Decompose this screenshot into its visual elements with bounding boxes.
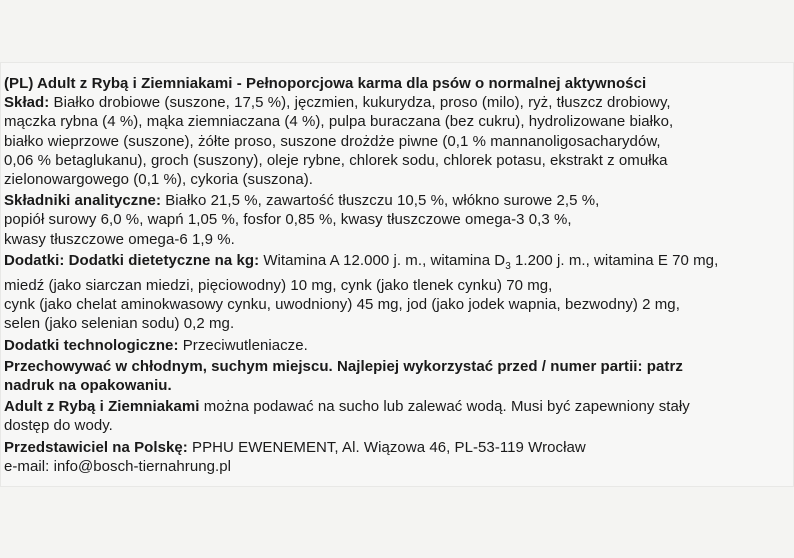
- dodatki-text-b: 1.200 j. m., witamina E 70 mg,: [510, 251, 719, 269]
- dodatki-line: cynk (jako chelat aminokwasowy cynku, uwodniony) 45 mg, jod (jako jodek wapnia, bezwodny) 2 mg,: [4, 296, 680, 314]
- sklad-line: zielonowargowego (0,1 %), cykoria (suszona).: [4, 171, 314, 189]
- sklad-text: Białko drobiowe (suszone, 17,5 %), jęczmien, kukurydza, proso (milo), ryż, tłuszcz drobiowy,: [49, 94, 671, 112]
- feeding-label: Adult z Rybą i Ziemniakami: [4, 398, 200, 416]
- dodatki-line: selen (jako selenian sodu) 0,2 mg.: [4, 315, 235, 333]
- sklad-line: 0,06 % betaglukanu), groch (suszony), oleje rybne, chlorek sodu, chlorek potasu, ekstrakt z omułka: [4, 151, 668, 169]
- representative-line: [4, 438, 790, 457]
- sklad-line: białko wieprzowe (suszone), żółte proso, suszone drożdże piwne (0,1 % mannanoligosacharydów,: [4, 132, 661, 150]
- analityczne-text: Białko 21,5 %, zawartość tłuszczu 10,5 %, włókno surowe 2,5 %,: [161, 192, 600, 210]
- analityczne-line: [4, 191, 790, 210]
- sklad-section: [4, 93, 790, 189]
- feeding-text: można podawać na sucho lub zalewać wodą. Musi być zapewniony stały: [199, 398, 690, 416]
- technologiczne-line: [4, 336, 790, 355]
- analityczne-line: kwasy tłuszczowe omega-6 1,9 %.: [4, 230, 235, 248]
- analityczne-section: [4, 191, 790, 249]
- email-line: e-mail: info@bosch-tiernahrung.pl: [4, 457, 231, 475]
- analityczne-line: popiół surowy 6,0 %, wapń 1,05 %, fosfor 0,85 %, kwasy tłuszczowe omega-3 0,3 %,: [4, 211, 572, 229]
- storage-line: nadruk na opakowaniu.: [4, 377, 172, 395]
- ingredient-label: [4, 74, 790, 476]
- title-prefix: (PL) Adult z Rybą i Ziemniakami -: [4, 75, 247, 92]
- technologiczne-label: Dodatki technologiczne:: [4, 336, 179, 354]
- dodatki-line: miedź (jako siarczan miedzi, pięciowodny) 10 mg, cynk (jako tlenek cynku) 70 mg,: [4, 277, 553, 295]
- sklad-label: Skład:: [4, 94, 50, 112]
- feeding-line: dostęp do wody.: [4, 417, 113, 435]
- dodatki-section: [4, 251, 790, 334]
- representative-text: PPHU EWENEMENT, Al. Wiązowa 46, PL-53-119 Wrocław: [187, 438, 586, 456]
- representative-label: Przedstawiciel na Polskę:: [4, 438, 188, 456]
- analityczne-label: Składniki analityczne:: [4, 192, 161, 210]
- dodatki-line: [4, 251, 790, 276]
- feeding-line: [4, 397, 790, 416]
- vitamin-d-subscript: 3: [505, 260, 511, 272]
- title-line: [4, 74, 790, 93]
- dodatki-text-a: Witamina A 12.000 j. m., witamina D: [259, 251, 506, 269]
- storage-line: Przechowywać w chłodnym, suchym miejscu. Najlepiej wykorzystać przed / numer partii: patrz: [4, 357, 683, 375]
- title-description: Pełnoporcjowa karma dla psów o normalnej aktywności: [246, 75, 647, 92]
- sklad-line: mączka rybna (4 %), mąka ziemniaczana (4 %), pulpa buraczana (bez cukru), hydrolizowane białko,: [4, 113, 674, 131]
- technologiczne-text: Przeciwutleniacze.: [178, 336, 308, 354]
- feeding-section: [4, 397, 790, 435]
- storage-section: [4, 357, 790, 395]
- dodatki-label: Dodatki: Dodatki dietetyczne na kg:: [4, 251, 260, 269]
- sklad-line: [4, 93, 790, 112]
